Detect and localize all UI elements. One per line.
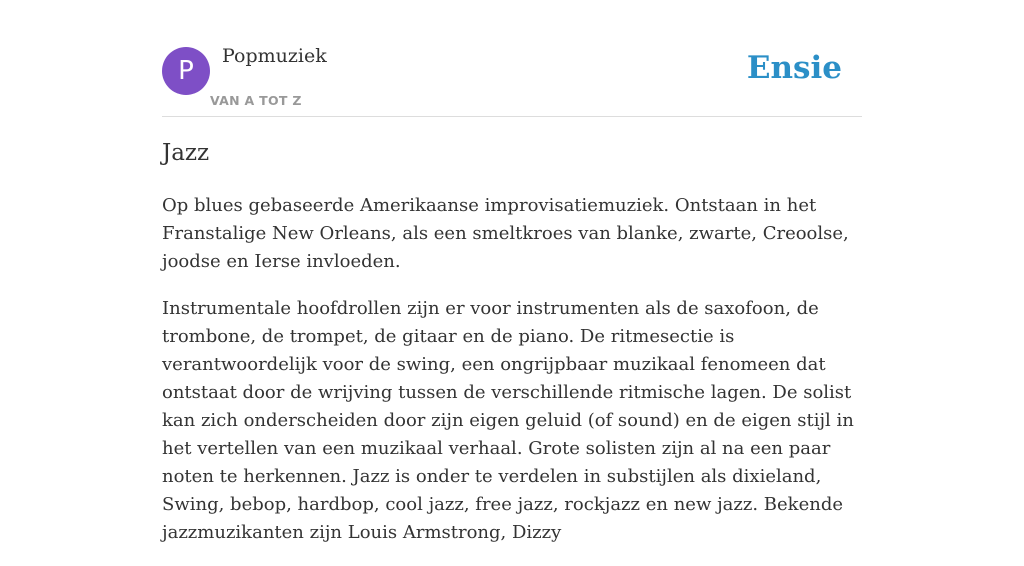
source-subtitle: VAN A TOT Z (210, 93, 302, 108)
brand-logo[interactable]: Ensie (746, 50, 842, 86)
source-header (162, 0, 862, 117)
entry-paragraph: Op blues gebaseerde Amerikaanse improvisatiemuziek. Ontstaan in het Franstalige New Orleans, als een smeltkroes van blanke, zwarte, Creoolse, joodse en Ierse invloeden. (162, 195, 849, 272)
entry-paragraph: Instrumentale hoofdrollen zijn er voor instrumenten als de saxofoon, de trombone, de trompet, de gitaar en de piano. De ritmesectie is verantwoordelijk voor de swing, een ongrijpbaar muzikaal fenomeen dat ontstaat door de wrijving tussen de verschillende ritmische lagen. De solist kan zich onderscheiden door zijn eigen geluid (of sound) en de eigen stijl in het vertellen van een muzikaal verhaal. Grote solisten zijn al na een paar noten te herkennen. Jazz is onder te verdelen in substijlen als dixieland, Swing, bebop, hardbop, cool jazz, free jazz, rockjazz en new jazz. Bekende jazzmuzikanten zijn Louis Armstrong, Dizzy (162, 298, 854, 543)
source-avatar[interactable]: P (162, 47, 210, 95)
source-title-link[interactable]: Popmuziek (222, 45, 327, 67)
entry-body (162, 192, 862, 566)
entry-title: Jazz (162, 140, 210, 166)
